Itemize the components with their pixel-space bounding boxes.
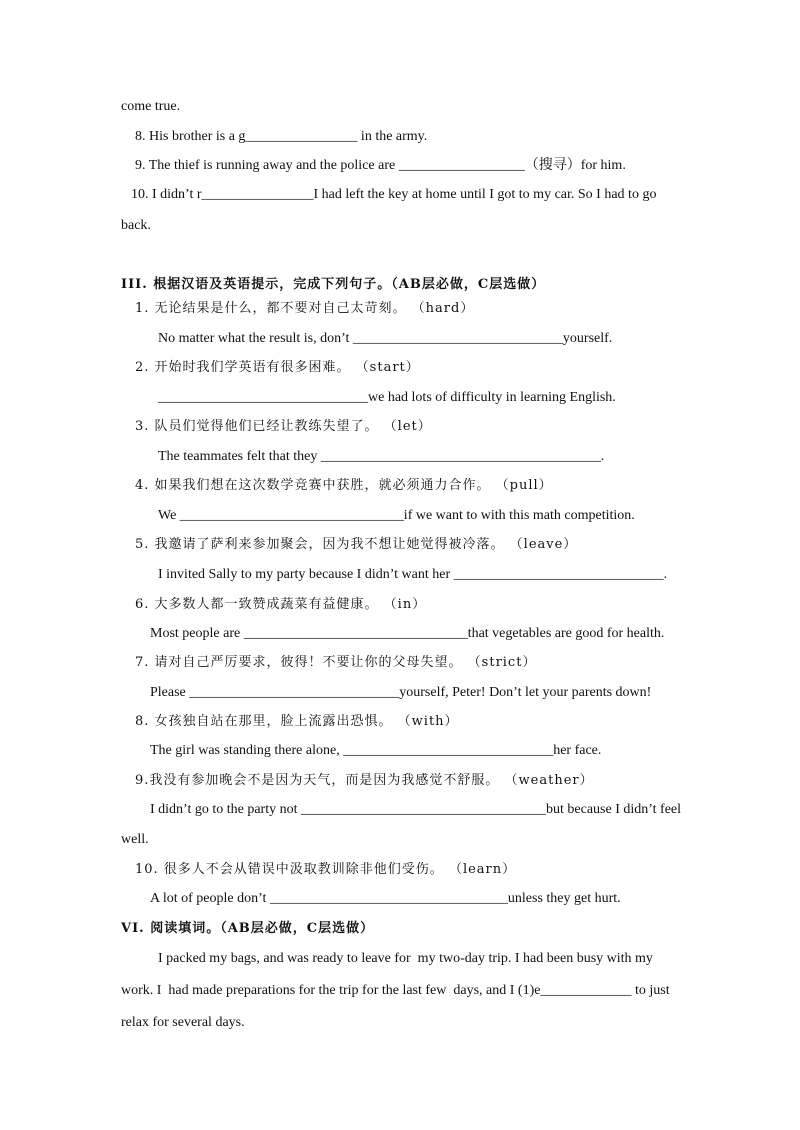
passage-line-1: I packed my bags, and was ready to leave for my two-day trip. I had been busy with my — [158, 951, 653, 966]
item-9-english-sentence: I didn’t go to the party not ___________________________________but because I didn’t feel — [150, 802, 682, 817]
section-6-heading: VI. 阅读填词。（AB层必做，C层选做） — [121, 921, 375, 936]
item-10-english-sentence: A lot of people don’t __________________________________unless they get hurt. — [150, 891, 621, 906]
item-5-chinese-prompt: 5. 我邀请了萨利来参加聚会，因为我不想让她觉得被冷落。 （leave） — [135, 537, 578, 552]
sentence-9: 9. The thief is running away and the police are __________________（搜寻）for him. — [135, 158, 626, 173]
item-8-chinese-prompt: 8. 女孩独自站在那里，脸上流露出恐惧。 （with） — [135, 714, 459, 729]
sentence-10-continuation: back. — [121, 218, 151, 233]
passage-line-3: relax for several days. — [121, 1015, 245, 1030]
sentence-10: 10. I didn’t r________________I had left the key at home until I got to my car. So I had to go — [131, 187, 657, 202]
item-2-english-sentence: ______________________________we had lots of difficulty in learning English. — [158, 390, 616, 405]
item-6-english-sentence: Most people are ________________________________that vegetables are good for health. — [150, 626, 665, 641]
sentence-8: 8. His brother is a g________________ in the army. — [135, 129, 428, 144]
item-8-english-sentence: The girl was standing there alone, ______________________________her face. — [150, 743, 602, 758]
item-4-english-sentence: We ________________________________if we want to with this math competition. — [158, 508, 635, 523]
item-4-chinese-prompt: 4. 如果我们想在这次数学竞赛中获胜，就必须通力合作。 （pull） — [135, 478, 553, 493]
item-1-english-sentence: No matter what the result is, don’t ______________________________yourself. — [158, 331, 613, 346]
item-6-chinese-prompt: 6. 大多数人都一致赞成蔬菜有益健康。 （in） — [135, 597, 427, 612]
item-2-chinese-prompt: 2. 开始时我们学英语有很多困难。 （start） — [135, 360, 420, 375]
item-7-english-sentence: Please ______________________________yourself, Peter! Don’t let your parents down! — [150, 685, 652, 700]
item-9-english-continuation: well. — [121, 832, 149, 847]
item-1-chinese-prompt: 1. 无论结果是什么，都不要对自己太苛刻。 （hard） — [135, 301, 475, 316]
section-3-heading: III. 根据汉语及英语提示，完成下列句子。（AB层必做，C层选做） — [121, 277, 546, 292]
passage-line-2: work. I had made preparations for the trip for the last few days, and I (1)e_____________ to just — [121, 983, 670, 998]
item-9-chinese-prompt: 9.我没有参加晚会不是因为天气，而是因为我感觉不舒服。 （weather） — [135, 773, 594, 788]
item-5-english-sentence: I invited Sally to my party because I didn’t want her ______________________________. — [158, 567, 668, 582]
item-7-chinese-prompt: 7. 请对自己严厉要求，彼得！不要让你的父母失望。 （strict） — [135, 655, 537, 670]
item-3-chinese-prompt: 3. 队员们觉得他们已经让教练失望了。 （let） — [135, 419, 432, 434]
sentence-7-continuation: come true. — [121, 99, 181, 114]
item-3-english-sentence: The teammates felt that they ________________________________________. — [158, 449, 605, 464]
item-10-chinese-prompt: 10. 很多人不会从错误中汲取教训除非他们受伤。 （learn） — [135, 862, 517, 877]
